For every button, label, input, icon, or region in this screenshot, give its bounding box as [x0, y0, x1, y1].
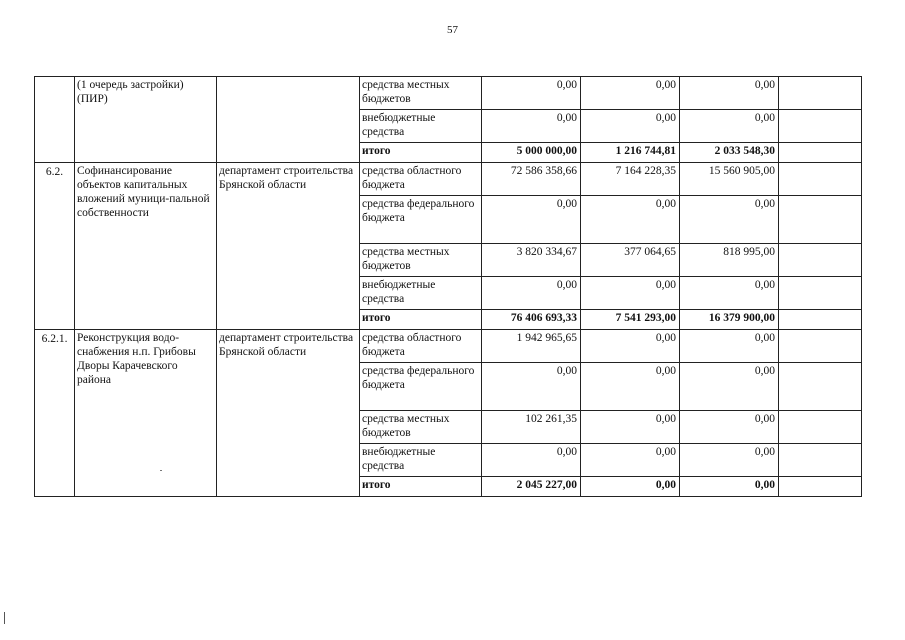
empty-cell — [779, 196, 862, 244]
empty-cell — [779, 310, 862, 330]
amount-cell-v2: 0,00 — [581, 411, 680, 444]
empty-cell — [779, 77, 862, 110]
executor-cell — [217, 77, 360, 163]
empty-cell — [779, 143, 862, 163]
amount-cell-v1: 102 261,35 — [482, 411, 581, 444]
amount-cell-v2: 0,00 — [581, 363, 680, 411]
amount-cell-v2: 7 541 293,00 — [581, 310, 680, 330]
funding-source-cell: средства местных бюджетов — [360, 77, 482, 110]
amount-cell-v3: 0,00 — [680, 277, 779, 310]
amount-cell-v2: 0,00 — [581, 77, 680, 110]
funding-source-cell: средства федерального бюджета — [360, 196, 482, 244]
empty-cell — [779, 163, 862, 196]
amount-cell-v1: 72 586 358,66 — [482, 163, 581, 196]
amount-cell-v1: 1 942 965,65 — [482, 330, 581, 363]
empty-cell — [779, 477, 862, 497]
amount-cell-v2: 0,00 — [581, 477, 680, 497]
amount-cell-v2: 0,00 — [581, 444, 680, 477]
amount-cell-v1: 0,00 — [482, 363, 581, 411]
empty-cell — [779, 277, 862, 310]
table-row — [35, 77, 862, 110]
amount-cell-v1: 2 045 227,00 — [482, 477, 581, 497]
amount-cell-v1: 5 000 000,00 — [482, 143, 581, 163]
amount-cell-v1: 76 406 693,33 — [482, 310, 581, 330]
row-number-cell — [35, 77, 75, 163]
funding-source-cell: внебюджетные средства — [360, 444, 482, 477]
financing-table — [34, 76, 862, 497]
page-number: 57 — [447, 24, 458, 36]
table-row — [35, 163, 862, 196]
table-row — [35, 330, 862, 363]
amount-cell-v3: 0,00 — [680, 77, 779, 110]
empty-cell — [779, 330, 862, 363]
funding-source-cell: внебюджетные средства — [360, 277, 482, 310]
activity-name-cell: (1 очередь застройки) (ПИР) — [75, 77, 217, 163]
amount-cell-v1: 0,00 — [482, 77, 581, 110]
empty-cell — [779, 110, 862, 143]
amount-cell-v3: 0,00 — [680, 444, 779, 477]
funding-source-cell: средства федерального бюджета — [360, 363, 482, 411]
amount-cell-v2: 377 064,65 — [581, 244, 680, 277]
funding-source-cell: итого — [360, 143, 482, 163]
amount-cell-v3: 2 033 548,30 — [680, 143, 779, 163]
amount-cell-v2: 0,00 — [581, 330, 680, 363]
funding-source-cell: средства областного бюджета — [360, 163, 482, 196]
amount-cell-v1: 0,00 — [482, 196, 581, 244]
empty-cell — [779, 363, 862, 411]
executor-cell: департамент строительства Брянской области — [217, 163, 360, 330]
empty-cell — [779, 244, 862, 277]
funding-source-cell: итого — [360, 310, 482, 330]
amount-cell-v3: 0,00 — [680, 477, 779, 497]
funding-source-cell: внебюджетные средства — [360, 110, 482, 143]
amount-cell-v3: 0,00 — [680, 411, 779, 444]
amount-cell-v3: 818 995,00 — [680, 244, 779, 277]
amount-cell-v1: 0,00 — [482, 110, 581, 143]
funding-source-cell: средства местных бюджетов — [360, 411, 482, 444]
amount-cell-v3: 15 560 905,00 — [680, 163, 779, 196]
amount-cell-v2: 0,00 — [581, 196, 680, 244]
row-number-cell: 6.2.1. — [35, 330, 75, 497]
scan-speck — [160, 470, 162, 471]
amount-cell-v1: 0,00 — [482, 444, 581, 477]
funding-source-cell: средства областного бюджета — [360, 330, 482, 363]
amount-cell-v1: 3 820 334,67 — [482, 244, 581, 277]
funding-source-cell: средства местных бюджетов — [360, 244, 482, 277]
amount-cell-v3: 16 379 900,00 — [680, 310, 779, 330]
amount-cell-v2: 1 216 744,81 — [581, 143, 680, 163]
amount-cell-v3: 0,00 — [680, 330, 779, 363]
amount-cell-v2: 0,00 — [581, 277, 680, 310]
empty-cell — [779, 444, 862, 477]
amount-cell-v2: 7 164 228,35 — [581, 163, 680, 196]
executor-cell: департамент строительства Брянской области — [217, 330, 360, 497]
amount-cell-v2: 0,00 — [581, 110, 680, 143]
row-number-cell: 6.2. — [35, 163, 75, 330]
empty-cell — [779, 411, 862, 444]
amount-cell-v1: 0,00 — [482, 277, 581, 310]
scan-artifact — [4, 612, 5, 624]
amount-cell-v3: 0,00 — [680, 363, 779, 411]
activity-name-cell: Реконструкция водо-снабжения н.п. Грибовы Дворы Карачевского района — [75, 330, 217, 497]
funding-source-cell: итого — [360, 477, 482, 497]
amount-cell-v3: 0,00 — [680, 110, 779, 143]
activity-name-cell: Софинансирование объектов капитальных вложений муници-пальной собственности — [75, 163, 217, 330]
amount-cell-v3: 0,00 — [680, 196, 779, 244]
